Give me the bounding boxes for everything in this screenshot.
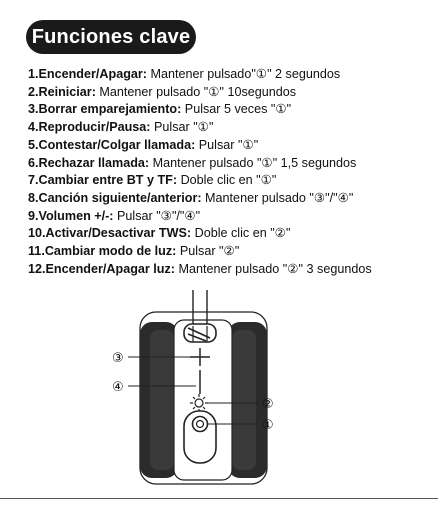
function-name: Cambiar entre BT y TF:	[38, 173, 178, 188]
function-description: Mantener pulsado "③"/"④"	[201, 190, 354, 205]
section-title: Funciones clave	[26, 20, 196, 54]
speaker-right-inner-grille	[232, 330, 256, 470]
function-name: Volumen +/-:	[38, 208, 114, 223]
function-description: Doble clic en "②"	[191, 226, 291, 241]
function-list	[28, 66, 432, 278]
function-description: Pulsar "③"/"④"	[113, 208, 201, 223]
function-number: 8.	[28, 190, 39, 205]
function-number: 6.	[28, 155, 39, 170]
callout-3-label: ③	[112, 351, 124, 366]
function-item	[28, 101, 432, 119]
function-name: Reproducir/Pausa:	[38, 120, 151, 135]
function-item	[28, 137, 432, 155]
function-number: 5.	[28, 137, 39, 152]
function-name: Canción siguiente/anterior:	[38, 190, 202, 205]
function-number: 1.	[28, 67, 39, 81]
function-name: Encender/Apagar:	[38, 67, 147, 81]
function-item	[28, 155, 432, 173]
callout-1-label: ①	[262, 418, 274, 433]
function-name: Cambiar modo de luz:	[44, 244, 177, 259]
speaker-diagram	[0, 290, 438, 495]
function-item	[28, 84, 432, 102]
bottom-divider	[0, 498, 438, 499]
function-name: Reiniciar:	[38, 84, 96, 99]
function-item	[28, 225, 432, 243]
function-item	[28, 190, 432, 208]
function-description: Mantener pulsado"①" 2 segundos	[147, 67, 341, 81]
function-name: Rechazar llamada:	[38, 155, 150, 170]
function-number: 9.	[28, 208, 39, 223]
function-item	[28, 66, 432, 84]
function-number: 11.	[28, 244, 45, 259]
callout-2-label: ②	[262, 397, 274, 412]
function-number: 10.	[28, 226, 46, 241]
function-number: 4.	[28, 120, 39, 135]
function-description: Mantener pulsado "②" 3 segundos	[174, 261, 372, 276]
function-name: Activar/Desactivar TWS:	[45, 226, 192, 241]
speaker-left-inner-grille	[150, 330, 174, 470]
function-name: Borrar emparejamiento:	[38, 102, 182, 117]
function-number: 7.	[28, 173, 39, 188]
function-name: Contestar/Colgar llamada:	[38, 137, 196, 152]
function-number: 3.	[28, 102, 39, 117]
function-description: Pulsar "①"	[150, 120, 214, 135]
function-item	[28, 261, 432, 279]
function-description: Pulsar "①"	[195, 137, 259, 152]
function-item	[28, 243, 432, 261]
function-item	[28, 172, 432, 190]
function-description: Doble clic en "①"	[177, 173, 277, 188]
function-description: Pulsar "②"	[176, 244, 240, 259]
callout-4-label: ④	[112, 380, 124, 395]
function-name: Encender/Apagar luz:	[45, 261, 175, 276]
function-description: Mantener pulsado "①" 10segundos	[95, 84, 297, 99]
function-number: 2.	[28, 84, 39, 99]
function-description: Pulsar 5 veces "①"	[181, 102, 292, 117]
function-item	[28, 208, 432, 226]
function-item	[28, 119, 432, 137]
function-description: Mantener pulsado "①" 1,5 segundos	[149, 155, 357, 170]
power-icon[interactable]	[184, 411, 216, 463]
function-number: 12.	[28, 261, 46, 276]
